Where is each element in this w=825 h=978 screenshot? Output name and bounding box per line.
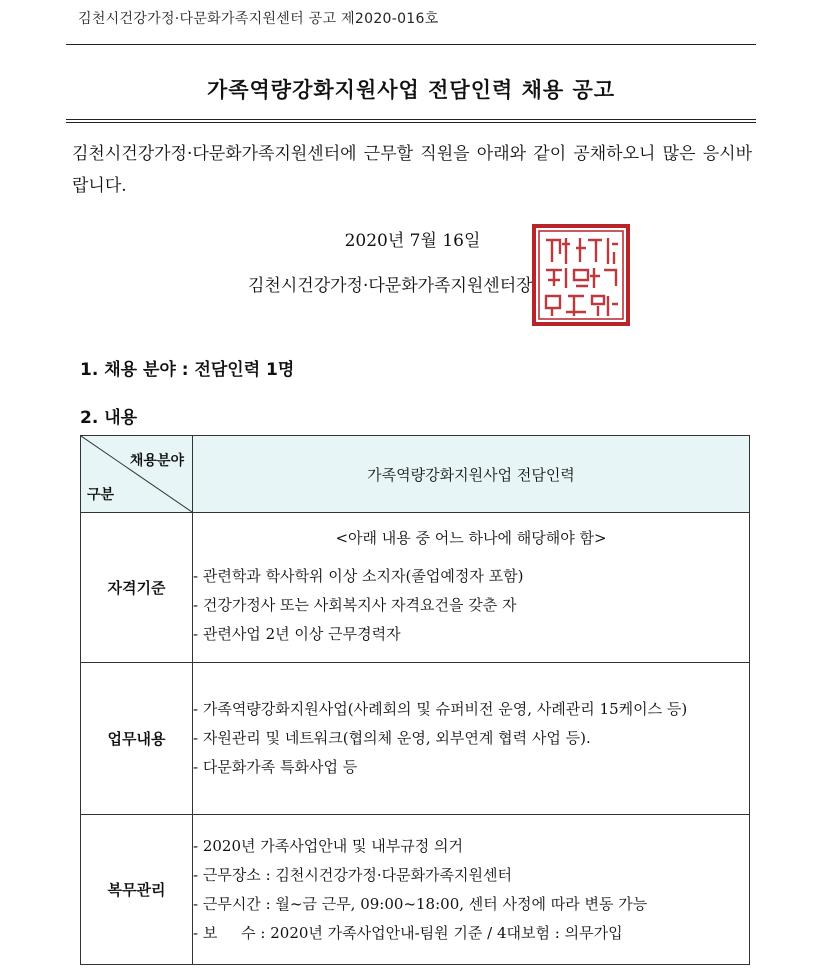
header-field-label: 채용분야 — [129, 453, 184, 469]
table-row — [81, 663, 750, 815]
list-item: - 근무시간 : 월~금 근무, 09:00~18:00, 센터 사정에 따라 변동 가능 — [193, 894, 648, 913]
list-item: - 자원관리 및 네트워크(협의체 운영, 외부연계 협력 사업 등). — [193, 729, 591, 747]
list-item: - 관련사업 2년 이상 근무경력자 — [193, 624, 401, 643]
top-divider — [66, 44, 756, 45]
intro-paragraph: 김천시건강가정·다문화가족지원센터에 근무할 직원을 아래와 같이 공채하오니 많은 응시바랍니다. — [72, 144, 752, 196]
issuer-name: 김천시건강가정·다문화가족지원센터장 — [248, 276, 533, 296]
notice-title: 가족역량강화지원사업 전담인력 채용 공고 — [206, 78, 616, 102]
notice-date: 2020년 7월 16일 — [344, 231, 481, 251]
header-category-label: 구분 — [87, 487, 115, 503]
table-row — [81, 815, 750, 965]
qualification-cell — [193, 513, 750, 663]
row-label-service: 복무관리 — [81, 815, 193, 965]
title-divider-double — [66, 122, 756, 123]
official-seal — [530, 222, 632, 328]
list-item: - 다문화가족 특화사업 등 — [193, 758, 358, 776]
title-divider — [66, 119, 756, 120]
table-header-row — [81, 436, 750, 513]
list-item: - 보 수 : 2020년 가족사업안내-팀원 기준 / 4대보험 : 의무가입 — [193, 923, 623, 942]
recruit-table — [80, 435, 750, 965]
header-position-title: 가족역량강화지원사업 전담인력 — [193, 436, 750, 513]
list-item: - 관련학과 학사학위 이상 소지자(졸업예정자 포함) — [193, 566, 524, 585]
table-header-corner — [81, 436, 193, 513]
service-cell — [193, 815, 750, 965]
section-content: 2. 내용 — [80, 408, 138, 428]
list-item: - 건강가정사 또는 사회복지사 자격요건을 갖춘 자 — [193, 595, 517, 614]
document-number: 김천시건강가정·다문화가족지원센터 공고 제2020-016호 — [78, 11, 439, 27]
qualification-note: <아래 내용 중 어느 하나에 해당해야 함> — [335, 528, 607, 547]
list-item: - 근무장소 : 김천시건강가정·다문화가족지원센터 — [193, 865, 512, 884]
list-item: - 2020년 가족사업안내 및 내부규정 의거 — [193, 836, 463, 855]
list-item: - 가족역량강화지원사업(사례회의 및 슈퍼비전 운영, 사례관리 15케이스 등) — [193, 700, 688, 718]
row-label-duties: 업무내용 — [81, 663, 193, 815]
table-row — [81, 513, 750, 663]
duties-cell — [193, 663, 750, 815]
row-label-qualification: 자격기준 — [81, 513, 193, 663]
section-recruit-field: 1. 채용 분야 : 전담인력 1명 — [80, 360, 295, 380]
